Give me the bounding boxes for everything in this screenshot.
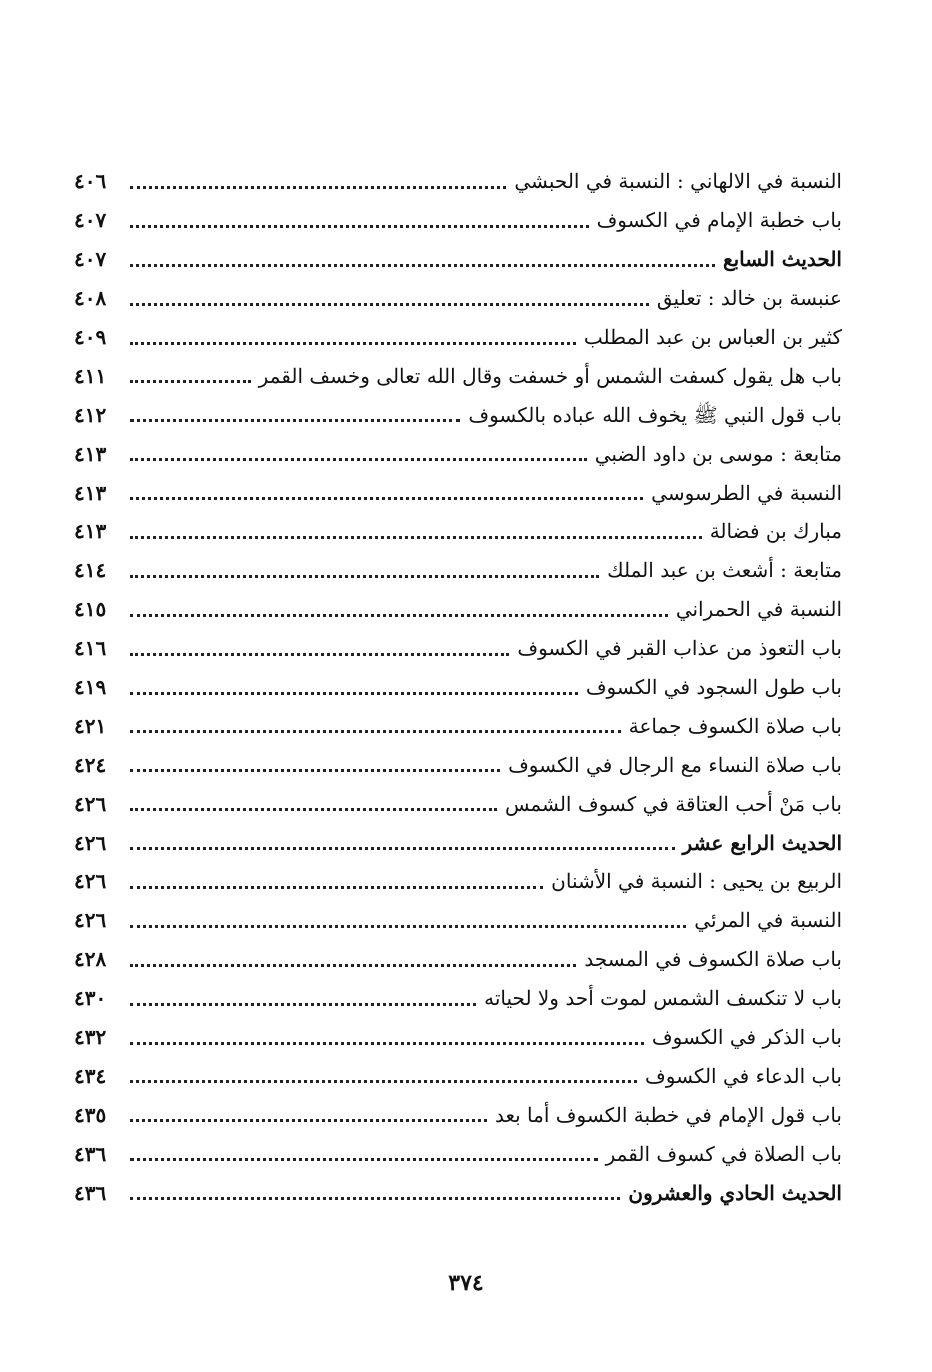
- toc-entry-page: ٤١١: [74, 363, 107, 388]
- dot-leader: [130, 886, 543, 889]
- toc-entry: [74, 1095, 842, 1134]
- toc-entry: [74, 551, 842, 590]
- toc-entry-page: ٤١٢: [74, 402, 107, 427]
- toc-entry-title: النسبة في الطرسوسي: [651, 480, 842, 505]
- toc-entry: [74, 1173, 842, 1212]
- toc-entry-page: ٤٠٨: [74, 286, 107, 311]
- toc-entry-title: باب خطبة الإمام في الكسوف: [596, 208, 842, 233]
- toc-entry-title: الحديث الحادي والعشرون: [628, 1180, 842, 1205]
- dot-leader: [130, 264, 715, 267]
- dot-leader: [130, 847, 675, 850]
- toc-entry: [74, 629, 842, 668]
- toc-entry: [74, 1134, 842, 1173]
- toc-entry: [74, 668, 842, 707]
- toc-entry: [74, 1018, 842, 1057]
- dot-leader: [130, 1119, 487, 1122]
- dot-leader: [130, 1158, 598, 1161]
- toc-entry-title: باب قول الإمام في خطبة الكسوف أما بعد: [494, 1102, 842, 1127]
- toc-entry-page: ٤١٤: [74, 558, 107, 583]
- toc-entry-title: باب الصلاة في كسوف القمر: [605, 1141, 842, 1166]
- toc-entry-title: باب صلاة الكسوف جماعة: [628, 713, 842, 738]
- page-number: ٣٧٤: [448, 1270, 484, 1296]
- toc-entry: [74, 901, 842, 940]
- toc-entry: [74, 745, 842, 784]
- toc-entry-title: باب صلاة النساء مع الرجال في الكسوف: [508, 752, 842, 777]
- toc-entry-title: الحديث السابع: [722, 247, 842, 272]
- toc-entry: [74, 318, 842, 357]
- toc-entry-page: ٤٢٦: [74, 791, 107, 816]
- dot-leader: [130, 808, 497, 811]
- toc-entry-page: ٤٢٨: [74, 947, 107, 972]
- toc-entry-page: ٤٢٦: [74, 908, 107, 933]
- dot-leader: [130, 1003, 476, 1006]
- toc-entry: [74, 395, 842, 434]
- dot-leader: [130, 342, 576, 345]
- dot-leader: [130, 614, 668, 617]
- dot-leader: [130, 769, 500, 772]
- toc-entry: [74, 979, 842, 1018]
- toc-entry-title: متابعة : أشعث بن عبد الملك: [607, 558, 842, 583]
- toc-entry: [74, 940, 842, 979]
- toc-entry: [74, 201, 842, 240]
- toc-entry-title: باب مَنْ أحب العتاقة في كسوف الشمس: [504, 791, 842, 816]
- toc-entry-title: متابعة : موسى بن داود الضبي: [594, 441, 842, 466]
- toc-entry-page: ٤٢٦: [74, 830, 107, 855]
- toc-entry-title: النسبة في المرئي: [694, 908, 842, 933]
- toc-entry-page: ٤٣٥: [74, 1102, 107, 1127]
- toc-entry-page: ٤٢٦: [74, 869, 107, 894]
- toc-entry-page: ٤٣٢: [74, 1025, 107, 1050]
- toc-entry-page: ٤٠٩: [74, 325, 107, 349]
- toc-entry-title: كثير بن العباس بن عبد المطلب: [583, 325, 842, 349]
- toc-entry-title: مبارك بن فضالة: [709, 519, 842, 544]
- toc-entry-title: النسبة في الالهاني : النسبة في الحبشي: [514, 169, 842, 194]
- dot-leader: [130, 964, 576, 967]
- toc-entry-page: ٤٢٤: [74, 752, 107, 777]
- dot-leader: [130, 653, 509, 656]
- toc-entry-page: ٤١٣: [74, 441, 107, 466]
- toc-entry-page: ٤٠٧: [74, 247, 107, 272]
- dot-leader: [130, 380, 251, 383]
- toc-entry: [74, 823, 842, 862]
- toc-entry: [74, 240, 842, 279]
- toc-entry-page: ٤٢١: [74, 713, 107, 738]
- toc-entry-page: ٤١٦: [74, 636, 107, 661]
- toc-entry-page: ٤١٥: [74, 597, 107, 622]
- toc-entry-page: ٤٣٦: [74, 1180, 107, 1205]
- toc-entry-page: ٤١٩: [74, 675, 107, 700]
- toc-entry-title: باب صلاة الكسوف في المسجد: [584, 947, 842, 972]
- dot-leader: [130, 225, 589, 228]
- toc-entry: [74, 512, 842, 551]
- dot-leader: [130, 925, 686, 928]
- toc-entry-page: ٤٠٦: [74, 169, 107, 194]
- toc-entry: [74, 434, 842, 473]
- toc-entry-title: باب هل يقول كسفت الشمس أو خسفت وقال الله تعالى وخسف القمر: [258, 363, 842, 388]
- toc-entry-page: ٤٣٦: [74, 1141, 107, 1166]
- dot-leader: [130, 497, 643, 500]
- toc-entry-title: باب قول النبي ﷺ يخوف الله عباده بالكسوف: [468, 402, 842, 427]
- dot-leader: [130, 692, 578, 695]
- toc-entry-page: ٤١٣: [74, 480, 107, 505]
- dot-leader: [130, 419, 460, 422]
- toc-entry: [74, 356, 842, 395]
- dot-leader: [130, 1042, 644, 1045]
- toc-entry: [74, 706, 842, 745]
- dot-leader: [130, 730, 621, 733]
- toc-entry-title: باب الدعاء في الكسوف: [645, 1063, 842, 1088]
- dot-leader: [130, 458, 587, 461]
- toc-entry: [74, 1056, 842, 1095]
- toc-entry: [74, 473, 842, 512]
- toc-entry: [74, 590, 842, 629]
- toc-entry: [74, 162, 842, 201]
- dot-leader: [130, 1197, 620, 1200]
- toc-entry: [74, 784, 842, 823]
- toc-entry-title: باب الذكر في الكسوف: [651, 1025, 842, 1050]
- toc-entry-title: باب لا تنكسف الشمس لموت أحد ولا لحياته: [484, 986, 842, 1011]
- dot-leader: [130, 1080, 637, 1083]
- toc-entry: [74, 862, 842, 901]
- table-of-contents: [74, 162, 842, 1212]
- toc-entry-page: ٤٣٤: [74, 1063, 107, 1088]
- toc-entry-title: باب طول السجود في الكسوف: [585, 675, 842, 700]
- toc-entry-page: ٤٠٧: [74, 208, 107, 233]
- toc-entry: [74, 279, 842, 318]
- toc-entry-page: ٤١٣: [74, 519, 107, 544]
- dot-leader: [130, 186, 506, 189]
- toc-entry-title: الربيع بن يحيى : النسبة في الأشنان: [551, 869, 842, 894]
- dot-leader: [130, 575, 599, 578]
- toc-entry-page: ٤٣٠: [74, 986, 107, 1011]
- dot-leader: [130, 303, 649, 306]
- dot-leader: [130, 536, 702, 539]
- toc-entry-title: عنبسة بن خالد : تعليق: [656, 286, 842, 311]
- toc-entry-title: باب التعوذ من عذاب القبر في الكسوف: [517, 636, 842, 661]
- toc-entry-title: الحديث الرابع عشر: [682, 830, 842, 855]
- toc-entry-title: النسبة في الحمراني: [675, 597, 842, 622]
